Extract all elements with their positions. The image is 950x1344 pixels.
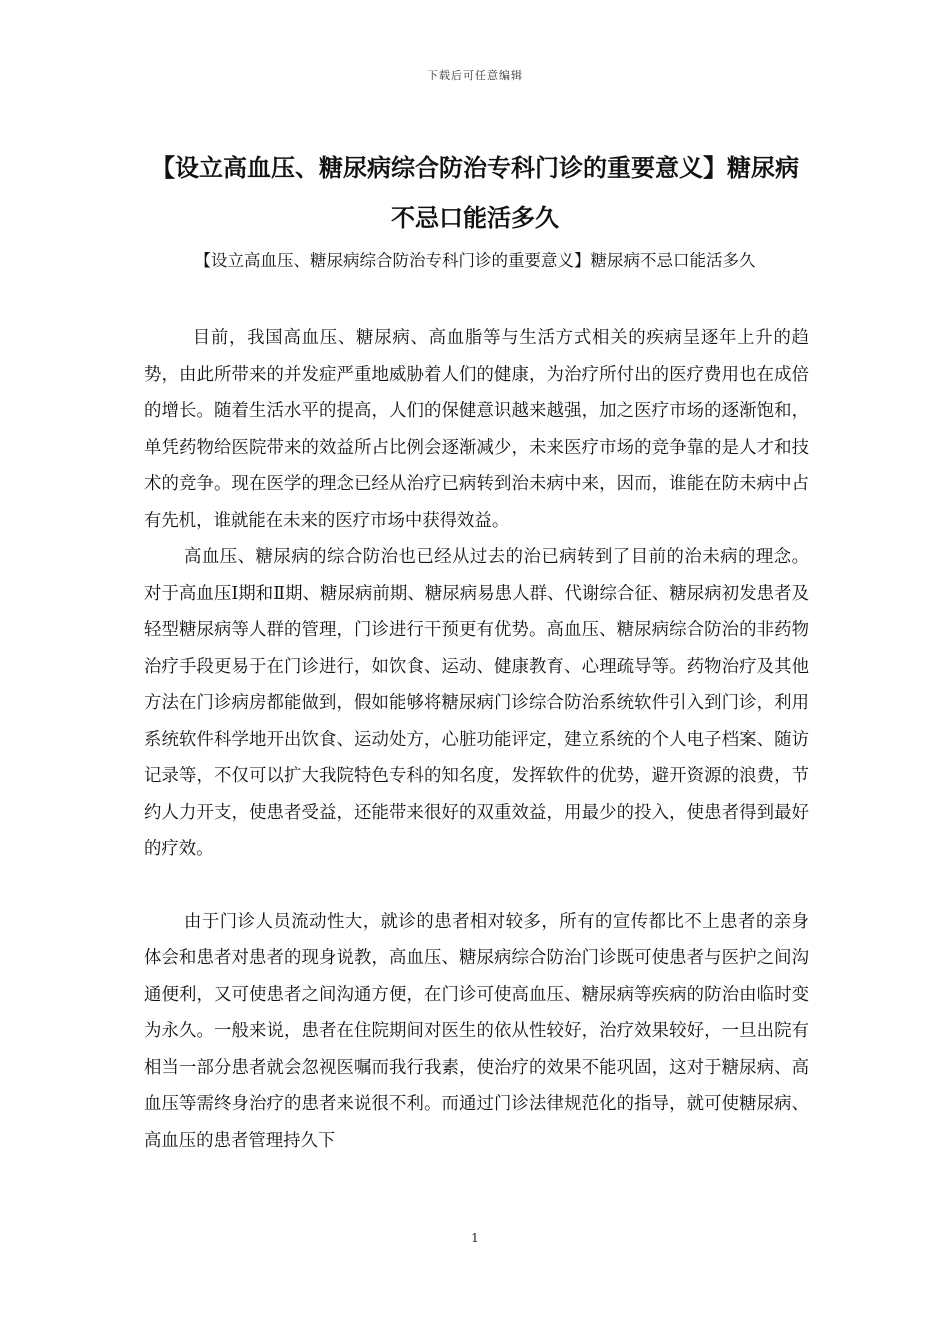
body-text bbox=[144, 320, 809, 1159]
paragraph: 目前，我国高血压、糖尿病、高血脂等与生活方式相关的疾病呈逐年上升的趋势，由此所带来的并发症严重地威胁着人们的健康，为治疗所付出的医疗费用也在成倍的增长。随着生活水平的提高，人们的保健意识越来越强，加之医疗市场的逐渐饱和，单凭药物给医院带来的效益所占比例会逐渐减少，未来医疗市场的竞争靠的是人才和技术的竞争。现在医学的理念已经从治疗已病转到治未病中来，因而，谁能在防未病中占有先机，谁就能在未来的医疗市场中获得效益。 bbox=[144, 328, 809, 531]
document-title: 【设立高血压、糖尿病综合防治专科门诊的重要意义】糖尿病不忌口能活多久 bbox=[151, 154, 799, 232]
header-note: 下载后可任意编辑 bbox=[427, 69, 523, 82]
document-subtitle: 【设立高血压、糖尿病综合防治专科门诊的重要意义】糖尿病不忌口能活多久 bbox=[194, 251, 756, 270]
paragraph: 高血压、糖尿病的综合防治也已经从过去的治已病转到了目前的治未病的理念。对于高血压Ⅰ期和Ⅱ期、糖尿病前期、糖尿病易患人群、代谢综合征、糖尿病初发患者及轻型糖尿病等人群的管理，门诊进行干预更有优势。高血压、糖尿病综合防治的非药物治疗手段更易于在门诊进行，如饮食、运动、健康教育、心理疏导等。药物治疗及其他方法在门诊病房都能做到，假如能够将糖尿病门诊综合防治系统软件引入到门诊，利用系统软件科学地开出饮食、运动处方，心脏功能评定，建立系统的个人电子档案、随访记录等，不仅可以扩大我院特色专科的知名度，发挥软件的优势，避开资源的浪费，节约人力开支，使患者受益，还能带来很好的双重效益，用最少的投入，使患者得到最好的疗效。 bbox=[144, 547, 809, 859]
paragraph: 由于门诊人员流动性大，就诊的患者相对较多，所有的宣传都比不上患者的亲身体会和患者对患者的现身说教，高血压、糖尿病综合防治门诊既可使患者与医护之间沟通便利，又可使患者之间沟通方便，在门诊可使高血压、糖尿病等疾病的防治由临时变为永久。一般来说，患者在住院期间对医生的依从性较好，治疗效果较好，一旦出院有相当一部分患者就会忽视医嘱而我行我素，使治疗的效果不能巩固，这对于糖尿病、高血压等需终身治疗的患者来说很不利。而通过门诊法律规范化的指导，就可使糖尿病、高血压的患者管理持久下 bbox=[144, 911, 809, 1151]
page-number: 1 bbox=[471, 1231, 479, 1245]
